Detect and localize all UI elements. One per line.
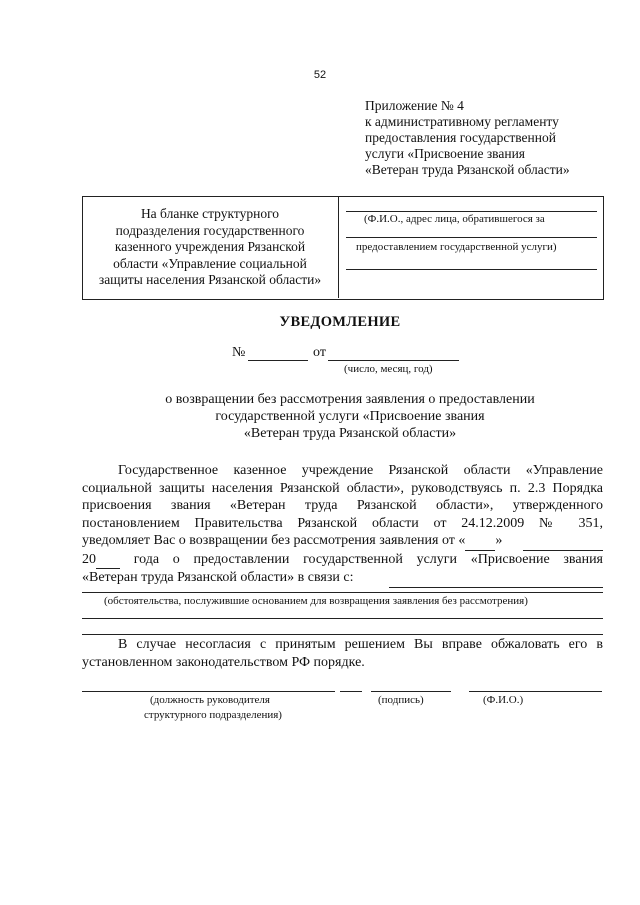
document-title: УВЕДОМЛЕНИЕ [279,314,401,330]
body-line: постановлением Правительства Рязанской области от 24.12.2009 № 351, [82,515,603,531]
date-field[interactable] [328,360,459,361]
reason-line[interactable] [82,592,603,593]
number-label: № [232,345,246,360]
position-caption: (должность руководителя [150,694,270,706]
reason-caption: (обстоятельства, послужившие основанием для возвращения заявления без рассмотрения) [104,595,528,607]
recipient-caption-1: (Ф.И.О., адрес лица, обратившегося за [364,213,545,225]
reason-line[interactable] [82,618,603,619]
appendix-line: к административному регламенту [365,114,559,129]
recipient-line[interactable] [346,237,597,238]
application-year-field[interactable] [96,551,120,570]
body-line: присвоения звания «Ветеран труда Рязанской области», утвержденного [82,498,603,513]
body-line: уведомляет Вас о возвращении без рассмотрения заявления от « » [82,532,603,551]
name-line[interactable] [469,691,602,692]
reason-line[interactable] [82,634,603,635]
recipient-caption-2: предоставлением государственной услуги) [356,241,557,253]
notice-body [82,462,603,588]
body-line: «Ветеран труда Рязанской области» в связи с: [82,569,603,587]
appendix-line: Приложение № 4 [365,98,464,113]
body-line: Государственное казенное учреждение Рязанской области «Управление [118,463,603,478]
date-caption: (число, месяц, год) [344,363,433,375]
position-line[interactable] [82,691,335,692]
signature-caption: (подпись) [378,694,424,706]
notice-subject: о возвращении без рассмотрения заявления о предоставлении государственной услуги «Присвоение звания «Ветеран труда Рязанской области» [165,392,535,441]
appendix-line: услуги «Присвоение звания [365,146,526,161]
recipient-line[interactable] [346,269,597,270]
application-month-field[interactable] [523,532,603,551]
appendix-line: предоставления государственной [365,130,556,145]
body-line: 20 года о предоставлении государственной услуги «Присвоение звания [82,551,603,570]
body-line: социальной защиты населения Рязанской области», руководствуясь п. 2.3 Порядка [82,480,603,496]
position-line-end [340,691,362,692]
reason-field[interactable] [389,569,603,588]
application-day-field[interactable] [465,532,495,551]
position-caption: структурного подразделения) [144,709,282,721]
letterhead-placeholder: На бланке структурного подразделения государственного казенного учреждения Рязанской области «Управление социальной защиты населения Рязанской области» [98,206,322,287]
number-field[interactable] [248,360,308,361]
recipient-line[interactable] [346,211,597,212]
date-label: от [313,345,326,360]
name-caption: (Ф.И.О.) [483,694,524,706]
signature-line[interactable] [371,691,451,692]
appeal-paragraph: В случае несогласия с принятым решением Вы вправе обжаловать его в установленном законодательством РФ порядке. [82,637,603,670]
page-number: 52 [313,69,327,81]
appendix-line: «Ветеран труда Рязанской области» [365,162,570,177]
appendix-block [365,98,570,178]
